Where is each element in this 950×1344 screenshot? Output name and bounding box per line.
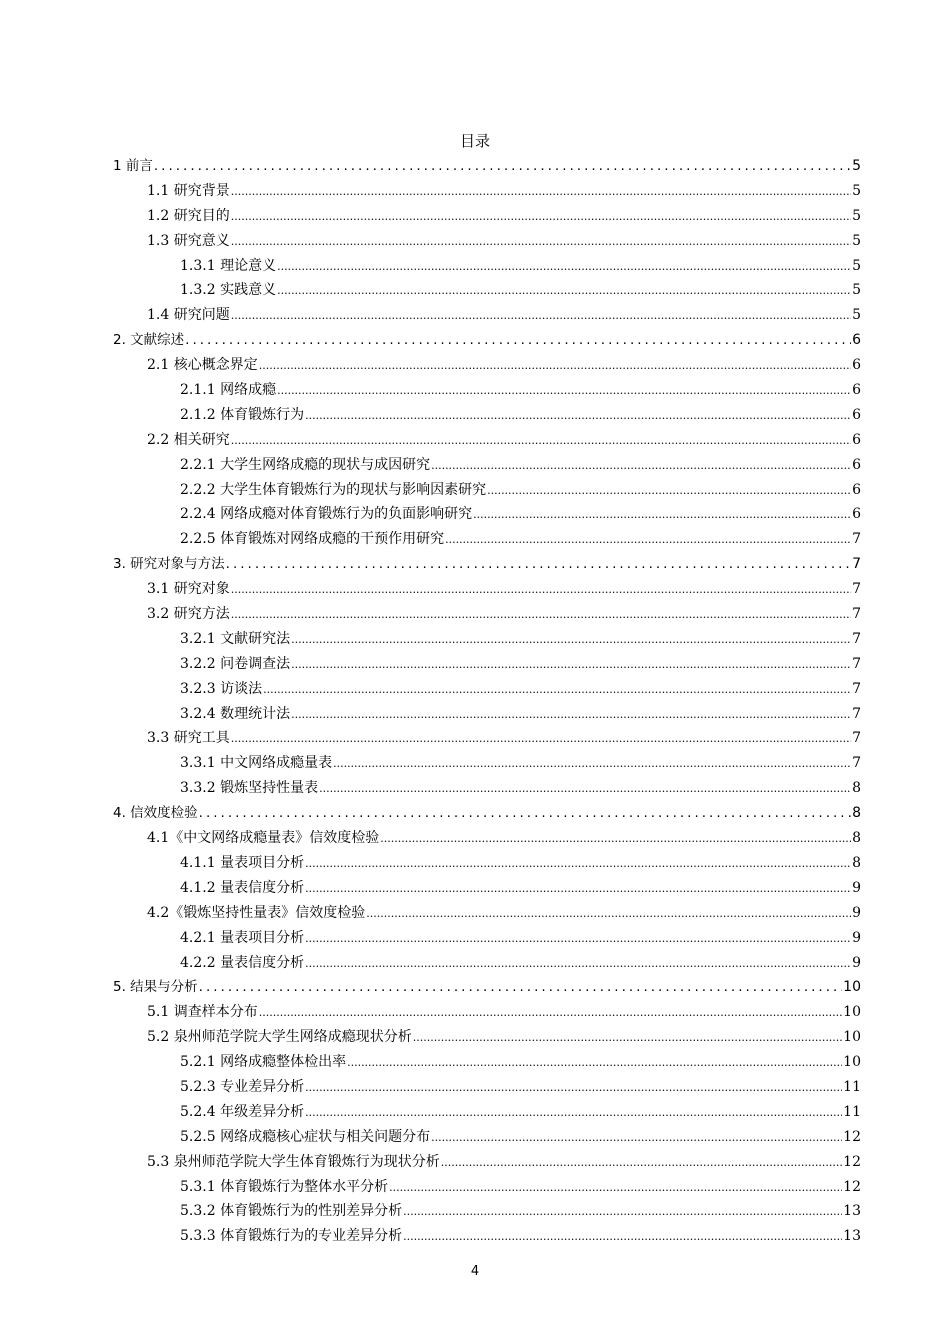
- toc-leader-dots: [226, 552, 851, 577]
- toc-entry[interactable]: [113, 353, 861, 378]
- toc-entry[interactable]: [113, 1125, 861, 1150]
- toc-entry[interactable]: [113, 951, 861, 976]
- toc-leader-dots: [263, 678, 851, 703]
- toc-entry-page: 6: [852, 332, 861, 349]
- toc-entry-label: 4.1.1 量表项目分析: [180, 854, 305, 871]
- toc-entry-page: 6: [852, 357, 861, 374]
- toc-entry-label: 1.4 研究问题: [147, 307, 230, 324]
- toc-entry[interactable]: [113, 204, 861, 229]
- toc-entry-label: 1.2 研究目的: [147, 207, 230, 224]
- toc-entry-label: 2.1 核心概念界定: [147, 357, 258, 374]
- toc-entry-label: 1.3 研究意义: [147, 232, 230, 249]
- toc-entry[interactable]: [113, 876, 861, 901]
- toc-entry-page: 7: [852, 705, 861, 722]
- toc-entry[interactable]: [113, 801, 861, 826]
- toc-entry[interactable]: [113, 502, 861, 527]
- toc-leader-dots: [333, 752, 851, 777]
- toc-entry-page: 5: [852, 182, 861, 199]
- toc-leader-dots: [231, 578, 851, 603]
- toc-entry-page: 6: [852, 506, 861, 523]
- toc-entry-label: 3.3.1 中文网络成瘾量表: [180, 755, 333, 772]
- toc-leader-dots: [305, 1101, 842, 1126]
- toc-entry[interactable]: [113, 826, 861, 851]
- toc-entry-label: 3.2.1 文献研究法: [180, 630, 291, 647]
- toc-leader-dots: [185, 328, 851, 353]
- toc-entry[interactable]: [113, 726, 861, 751]
- toc-entry[interactable]: [113, 652, 861, 677]
- toc-entry-label: 3. 研究对象与方法: [113, 556, 225, 573]
- toc-entry[interactable]: [113, 378, 861, 403]
- toc-leader-dots: [259, 354, 851, 379]
- toc-entry[interactable]: [113, 478, 861, 503]
- toc-leader-dots: [305, 877, 851, 902]
- toc-leader-dots: [231, 304, 851, 329]
- toc-entry-page: 8: [852, 805, 861, 822]
- toc-entry[interactable]: [113, 229, 861, 254]
- toc-leader-dots: [277, 255, 851, 280]
- toc-entry[interactable]: [113, 1224, 861, 1249]
- toc-entry-label: 4.2《锻炼坚持性量表》信效度检验: [147, 904, 366, 921]
- toc-leader-dots: [231, 727, 851, 752]
- toc-entry-page: 5: [852, 282, 861, 299]
- toc-entry-label: 5.2.5 网络成瘾核心症状与相关问题分布: [180, 1128, 431, 1145]
- toc-leader-dots: [277, 279, 851, 304]
- toc-leader-dots: [231, 230, 851, 255]
- toc-entry[interactable]: [113, 1199, 861, 1224]
- toc-leader-dots: [347, 1051, 842, 1076]
- toc-entry-page: 9: [852, 879, 861, 896]
- toc-entry-label: 3.2.2 问卷调查法: [180, 655, 291, 672]
- toc-entry-page: 7: [852, 606, 861, 623]
- toc-entry-label: 5.3.3 体育锻炼行为的专业差异分析: [180, 1228, 403, 1245]
- toc-leader-dots: [305, 1076, 842, 1101]
- toc-entry[interactable]: [113, 677, 861, 702]
- toc-leader-dots: [154, 154, 851, 179]
- toc-entry[interactable]: [113, 527, 861, 552]
- toc-entry-label: 1.3.2 实践意义: [180, 282, 277, 299]
- toc-entry-page: 10: [843, 979, 861, 996]
- toc-entry[interactable]: [113, 1100, 861, 1125]
- toc-leader-dots: [403, 1225, 842, 1250]
- toc-entry-label: 2.1.1 网络成瘾: [180, 382, 277, 399]
- toc-entry[interactable]: [113, 1025, 861, 1050]
- toc-entry-page: 7: [852, 680, 861, 697]
- toc-leader-dots: [259, 1001, 842, 1026]
- toc-entry-label: 4.1《中文网络成瘾量表》信效度检验: [147, 830, 380, 847]
- toc-entry-label: 5.3 泉州师范学院大学生体育锻炼行为现状分析: [147, 1153, 440, 1170]
- toc-entry-page: 12: [843, 1153, 861, 1170]
- toc-leader-dots: [431, 1126, 842, 1151]
- toc-entry[interactable]: [113, 1150, 861, 1175]
- toc-leader-dots: [403, 1200, 842, 1225]
- toc-entry-label: 1 前言: [113, 158, 153, 174]
- toc-entry-page: 7: [852, 630, 861, 647]
- toc-entry-page: 6: [852, 431, 861, 448]
- toc-entry-page: 12: [843, 1178, 861, 1195]
- toc-leader-dots: [277, 379, 851, 404]
- toc-leader-dots: [231, 429, 851, 454]
- toc-entry-page: 13: [843, 1203, 861, 1220]
- toc-leader-dots: [305, 927, 851, 952]
- toc-leader-dots: [445, 528, 851, 553]
- toc-entry-page: 7: [852, 556, 861, 573]
- toc-leader-dots: [305, 404, 851, 429]
- toc-leader-dots: [319, 777, 851, 802]
- toc-entry-page: 12: [843, 1128, 861, 1145]
- toc-entry-page: 10: [843, 1004, 861, 1021]
- toc-entry-page: 6: [852, 406, 861, 423]
- toc-entry-page: 8: [852, 780, 861, 797]
- toc-entry[interactable]: [113, 602, 861, 627]
- toc-entry-label: 2.2.4 网络成瘾对体育锻炼行为的负面影响研究: [180, 506, 473, 523]
- toc-leader-dots: [231, 180, 851, 205]
- toc-entry-label: 3.1 研究对象: [147, 581, 230, 598]
- toc-entry-page: 10: [843, 1054, 861, 1071]
- toc-entry-page: 7: [852, 755, 861, 772]
- toc-entry-label: 3.2.3 访谈法: [180, 680, 263, 697]
- toc-entry-page: 9: [852, 929, 861, 946]
- toc-entry[interactable]: [113, 453, 861, 478]
- toc-entry-label: 3.3.2 锻炼坚持性量表: [180, 780, 319, 797]
- toc-leader-dots: [473, 503, 851, 528]
- toc-entry-page: 10: [843, 1029, 861, 1046]
- toc-entry[interactable]: [113, 552, 861, 577]
- toc-entry-page: 5: [852, 232, 861, 249]
- toc-entry-page: 7: [852, 531, 861, 548]
- toc-leader-dots: [305, 852, 851, 877]
- toc-entry-label: 4.2.2 量表信度分析: [180, 954, 305, 971]
- toc-entry[interactable]: [113, 776, 861, 801]
- toc-entry-label: 1.1 研究背景: [147, 182, 230, 199]
- toc-entry-label: 4. 信效度检验: [113, 805, 198, 822]
- toc-leader-dots: [291, 628, 851, 653]
- toc-entry[interactable]: [113, 428, 861, 453]
- toc-entry-label: 3.3 研究工具: [147, 730, 230, 747]
- toc-entry[interactable]: [113, 901, 861, 926]
- toc-leader-dots: [413, 1026, 842, 1051]
- toc-entry-page: 8: [852, 854, 861, 871]
- toc-entry-label: 5.3.2 体育锻炼行为的性别差异分析: [180, 1203, 403, 1220]
- toc-leader-dots: [441, 1151, 842, 1176]
- toc-entry-label: 2.2.1 大学生网络成瘾的现状与成因研究: [180, 456, 431, 473]
- toc-entry-label: 3.2 研究方法: [147, 606, 230, 623]
- toc-leader-dots: [291, 653, 851, 678]
- toc-leader-dots: [305, 952, 851, 977]
- toc-entry[interactable]: [113, 254, 861, 279]
- toc-leader-dots: [431, 454, 851, 479]
- toc-entry[interactable]: [113, 179, 861, 204]
- toc-entry-page: 9: [852, 954, 861, 971]
- toc-entry[interactable]: [113, 1075, 861, 1100]
- toc-entry-page: 13: [843, 1228, 861, 1245]
- toc-leader-dots: [389, 1176, 842, 1201]
- toc-entry-label: 5. 结果与分析: [113, 979, 198, 996]
- toc-entry-page: 6: [852, 481, 861, 498]
- toc-entry-page: 5: [852, 307, 861, 324]
- toc-entry-page: 5: [852, 207, 861, 224]
- toc-leader-dots: [231, 603, 851, 628]
- toc-leader-dots: [199, 975, 843, 1000]
- toc-entry[interactable]: [113, 851, 861, 876]
- toc-leader-dots: [291, 703, 851, 728]
- toc-entry[interactable]: [113, 278, 861, 303]
- toc-entry[interactable]: [113, 403, 861, 428]
- toc-entry[interactable]: [113, 751, 861, 776]
- toc-entry-page: 6: [852, 382, 861, 399]
- toc-entry-page: 7: [852, 581, 861, 598]
- toc-leader-dots: [380, 827, 851, 852]
- toc-entry-page: 7: [852, 655, 861, 672]
- toc-entry-label: 5.2 泉州师范学院大学生网络成瘾现状分析: [147, 1029, 412, 1046]
- toc-entry-label: 2.2 相关研究: [147, 431, 230, 448]
- toc-entry-label: 4.1.2 量表信度分析: [180, 879, 305, 896]
- toc-entry-label: 3.2.4 数理统计法: [180, 705, 291, 722]
- toc-entry-page: 11: [843, 1103, 861, 1120]
- toc-entry-label: 2.2.2 大学生体育锻炼行为的现状与影响因素研究: [180, 481, 487, 498]
- toc-entry-page: 9: [852, 904, 861, 921]
- toc-entry[interactable]: [113, 1000, 861, 1025]
- toc-entry-label: 4.2.1 量表项目分析: [180, 929, 305, 946]
- toc-entry-label: 5.2.4 年级差异分析: [180, 1103, 305, 1120]
- toc-entry[interactable]: [113, 627, 861, 652]
- toc-leader-dots: [199, 801, 851, 826]
- toc-entry-label: 5.2.3 专业差异分析: [180, 1078, 305, 1095]
- toc-entry[interactable]: [113, 328, 861, 353]
- toc-entry-label: 2. 文献综述: [113, 332, 185, 349]
- toc-entry[interactable]: [113, 975, 861, 1000]
- toc-entry-page: 5: [852, 257, 861, 274]
- toc-entry-page: 11: [843, 1078, 861, 1095]
- toc-entry[interactable]: [113, 702, 861, 727]
- toc-entry[interactable]: [113, 1175, 861, 1200]
- toc-entry-page: 7: [852, 730, 861, 747]
- toc-entry-label: 5.3.1 体育锻炼行为整体水平分析: [180, 1178, 389, 1195]
- toc-entry-label: 2.1.2 体育锻炼行为: [180, 406, 305, 423]
- toc-entry-page: 5: [852, 158, 861, 174]
- toc-entry-label: 5.1 调查样本分布: [147, 1004, 258, 1021]
- toc-entry-label: 5.2.1 网络成瘾整体检出率: [180, 1054, 347, 1071]
- toc-entry-label: 2.2.5 体育锻炼对网络成瘾的干预作用研究: [180, 531, 445, 548]
- toc-entry[interactable]: [113, 577, 861, 602]
- table-of-contents: [113, 154, 861, 1249]
- toc-entry[interactable]: [113, 303, 861, 328]
- toc-entry[interactable]: [113, 926, 861, 951]
- toc-leader-dots: [487, 479, 851, 504]
- toc-entry[interactable]: [113, 154, 861, 179]
- toc-title: 目录: [459, 132, 490, 150]
- toc-entry-page: 8: [852, 830, 861, 847]
- page-number: 4: [470, 1264, 480, 1279]
- toc-entry-label: 1.3.1 理论意义: [180, 257, 277, 274]
- toc-leader-dots: [366, 902, 851, 927]
- toc-leader-dots: [231, 205, 851, 230]
- toc-entry[interactable]: [113, 1050, 861, 1075]
- toc-entry-page: 6: [852, 456, 861, 473]
